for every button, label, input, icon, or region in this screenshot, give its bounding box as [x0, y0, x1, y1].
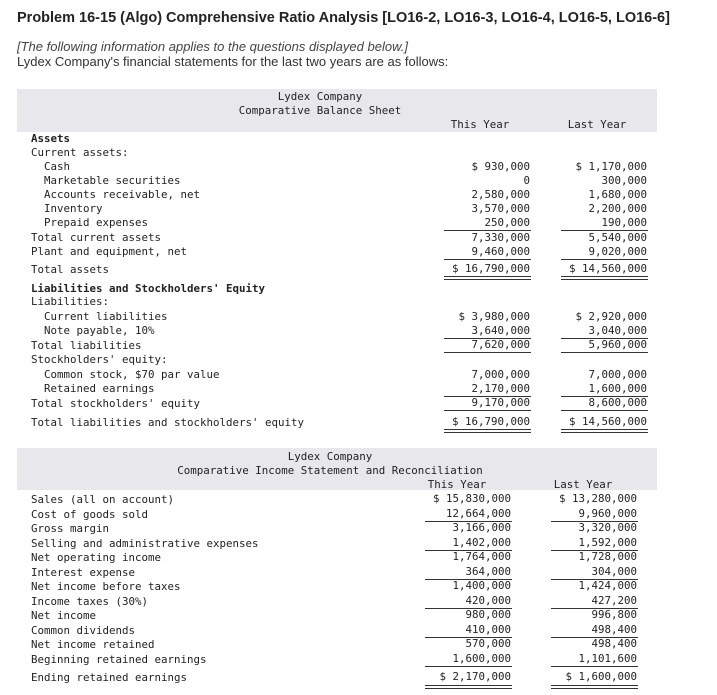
bs-last-value: 7,000,000 — [588, 368, 647, 381]
bs-last-value: $ 14,560,000 — [568, 415, 647, 428]
is-this-value: $ 2,170,000 — [439, 670, 511, 683]
subtotal-rule — [561, 352, 648, 353]
intro-note: [The following information applies to the questions displayed below.] — [17, 39, 408, 54]
subtotal-rule — [444, 259, 531, 260]
bs-this-value: 7,330,000 — [471, 231, 530, 244]
bs-row-label: Total stockholders' equity — [31, 397, 201, 410]
is-this-value: 1,400,000 — [452, 579, 511, 592]
is-row-label: Common dividends — [31, 624, 136, 637]
subtotal-rule — [444, 352, 531, 353]
bs-this-value: 3,570,000 — [471, 202, 530, 215]
is-row-label: Cost of goods sold — [31, 508, 149, 521]
problem-title: Problem 16-15 (Algo) Comprehensive Ratio Analysis [LO16-2, LO16-3, LO16-4, LO16-5, LO16-6] — [17, 10, 670, 26]
bs-this-value: 3,640,000 — [471, 324, 530, 337]
bs-last-value: 190,000 — [601, 216, 647, 229]
bs-row-label: Total current assets — [31, 231, 162, 244]
total-double-rule — [551, 685, 638, 689]
is-company: Lydex Company — [287, 450, 373, 463]
is-last-value: 1,592,000 — [578, 536, 637, 549]
is-row-label: Income taxes (30%) — [31, 595, 149, 608]
is-last-value: $ 1,600,000 — [565, 670, 637, 683]
bs-row-label: Plant and equipment, net — [31, 245, 188, 258]
is-last-value: 498,400 — [591, 623, 637, 636]
bs-row-label: Accounts receivable, net — [44, 188, 201, 201]
is-col-this-year: This Year — [427, 478, 487, 491]
is-row-label: Sales (all on account) — [31, 493, 175, 506]
is-last-value: 3,320,000 — [578, 521, 637, 534]
bs-row-label: Common stock, $70 par value — [44, 368, 220, 381]
subtotal-rule — [444, 410, 531, 411]
bs-row-label: Marketable securities — [44, 174, 181, 187]
is-this-value: 1,600,000 — [452, 652, 511, 665]
is-row-label: Net income retained — [31, 638, 155, 651]
is-last-value: 1,101,600 — [578, 652, 637, 665]
is-last-value: $ 13,280,000 — [558, 492, 637, 505]
is-col-last-year: Last Year — [553, 478, 613, 491]
bs-this-value: $ 930,000 — [471, 160, 530, 173]
bs-row-label: Liabilities: — [31, 295, 110, 308]
intro-text: Lydex Company's financial statements for the last two years are as follows: — [17, 54, 449, 69]
is-this-value: 1,764,000 — [452, 550, 511, 563]
bs-this-value: $ 16,790,000 — [451, 262, 530, 275]
bs-row-label: Prepaid expenses — [44, 216, 149, 229]
total-double-rule — [425, 685, 512, 689]
is-this-value: 364,000 — [465, 565, 511, 578]
bs-row-label: Current assets: — [31, 146, 129, 159]
bs-this-value: $ 16,790,000 — [451, 415, 530, 428]
is-last-value: 996,800 — [591, 608, 637, 621]
bs-row-label: Stockholders' equity: — [31, 353, 168, 366]
bs-col-last-year: Last Year — [567, 118, 627, 131]
bs-last-value: 1,680,000 — [588, 188, 647, 201]
bs-row-label: Total assets — [31, 263, 110, 276]
bs-row-label: Total liabilities and stockholders' equity — [31, 416, 305, 429]
bs-this-value: 7,620,000 — [471, 338, 530, 351]
subtotal-rule — [561, 410, 648, 411]
bs-this-value: $ 3,980,000 — [458, 310, 530, 323]
bs-row-label: Inventory — [44, 202, 103, 215]
is-row-label: Gross margin — [31, 522, 110, 535]
is-row-label: Selling and administrative expenses — [31, 537, 259, 550]
is-this-value: 980,000 — [465, 608, 511, 621]
bs-this-value: 2,170,000 — [471, 382, 530, 395]
is-last-value: 9,960,000 — [578, 507, 637, 520]
is-last-value: 427,200 — [591, 594, 637, 607]
bs-last-value: 5,960,000 — [588, 338, 647, 351]
bs-last-value: $ 2,920,000 — [575, 310, 647, 323]
is-last-value: 1,424,000 — [578, 579, 637, 592]
is-this-value: 12,664,000 — [445, 507, 511, 520]
is-heading: Comparative Income Statement and Reconciliation — [177, 464, 483, 477]
is-row-label: Beginning retained earnings — [31, 653, 207, 666]
bs-last-value: 2,200,000 — [588, 202, 647, 215]
bs-this-value: 0 — [523, 174, 530, 187]
bs-last-value: $ 14,560,000 — [568, 262, 647, 275]
bs-row-label: Liabilities and Stockholders' Equity — [31, 282, 266, 295]
bs-last-value: 1,600,000 — [588, 382, 647, 395]
is-this-value: 420,000 — [465, 594, 511, 607]
bs-last-value: 8,600,000 — [588, 396, 647, 409]
total-double-rule — [444, 276, 531, 280]
bs-last-value: 300,000 — [601, 174, 647, 187]
bs-row-label: Retained earnings — [44, 382, 155, 395]
bs-last-value: 5,540,000 — [588, 231, 647, 244]
bs-col-this-year: This Year — [450, 118, 510, 131]
bs-this-value: 7,000,000 — [471, 368, 530, 381]
is-row-label: Interest expense — [31, 566, 136, 579]
total-double-rule — [444, 429, 531, 433]
is-last-value: 1,728,000 — [578, 550, 637, 563]
is-this-value: 1,402,000 — [452, 536, 511, 549]
bs-row-label: Assets — [31, 132, 71, 145]
bs-row-label: Total liabilities — [31, 339, 142, 352]
bs-this-value: 9,170,000 — [471, 396, 530, 409]
is-this-value: 3,166,000 — [452, 521, 511, 534]
bs-heading: Comparative Balance Sheet — [238, 104, 402, 117]
bs-this-value: 250,000 — [484, 216, 530, 229]
bs-row-label: Cash — [44, 160, 71, 173]
total-double-rule — [561, 429, 648, 433]
total-double-rule — [561, 276, 648, 280]
is-this-value: 410,000 — [465, 623, 511, 636]
is-row-label: Net income before taxes — [31, 580, 181, 593]
bs-row-label: Note payable, 10% — [44, 324, 155, 337]
subtotal-rule — [425, 666, 512, 667]
subtotal-rule — [561, 259, 648, 260]
is-row-label: Net income — [31, 609, 97, 622]
is-row-label: Ending retained earnings — [31, 671, 188, 684]
bs-this-value: 2,580,000 — [471, 188, 530, 201]
bs-this-value: 9,460,000 — [471, 245, 530, 258]
bs-last-value: 9,020,000 — [588, 245, 647, 258]
bs-row-label: Current liabilities — [44, 310, 168, 323]
bs-company: Lydex Company — [277, 90, 363, 103]
is-this-value: 570,000 — [465, 637, 511, 650]
is-last-value: 498,400 — [591, 637, 637, 650]
bs-last-value: 3,040,000 — [588, 324, 647, 337]
is-last-value: 304,000 — [591, 565, 637, 578]
bs-last-value: $ 1,170,000 — [575, 160, 647, 173]
is-row-label: Net operating income — [31, 551, 162, 564]
subtotal-rule — [551, 666, 638, 667]
is-this-value: $ 15,830,000 — [432, 492, 511, 505]
